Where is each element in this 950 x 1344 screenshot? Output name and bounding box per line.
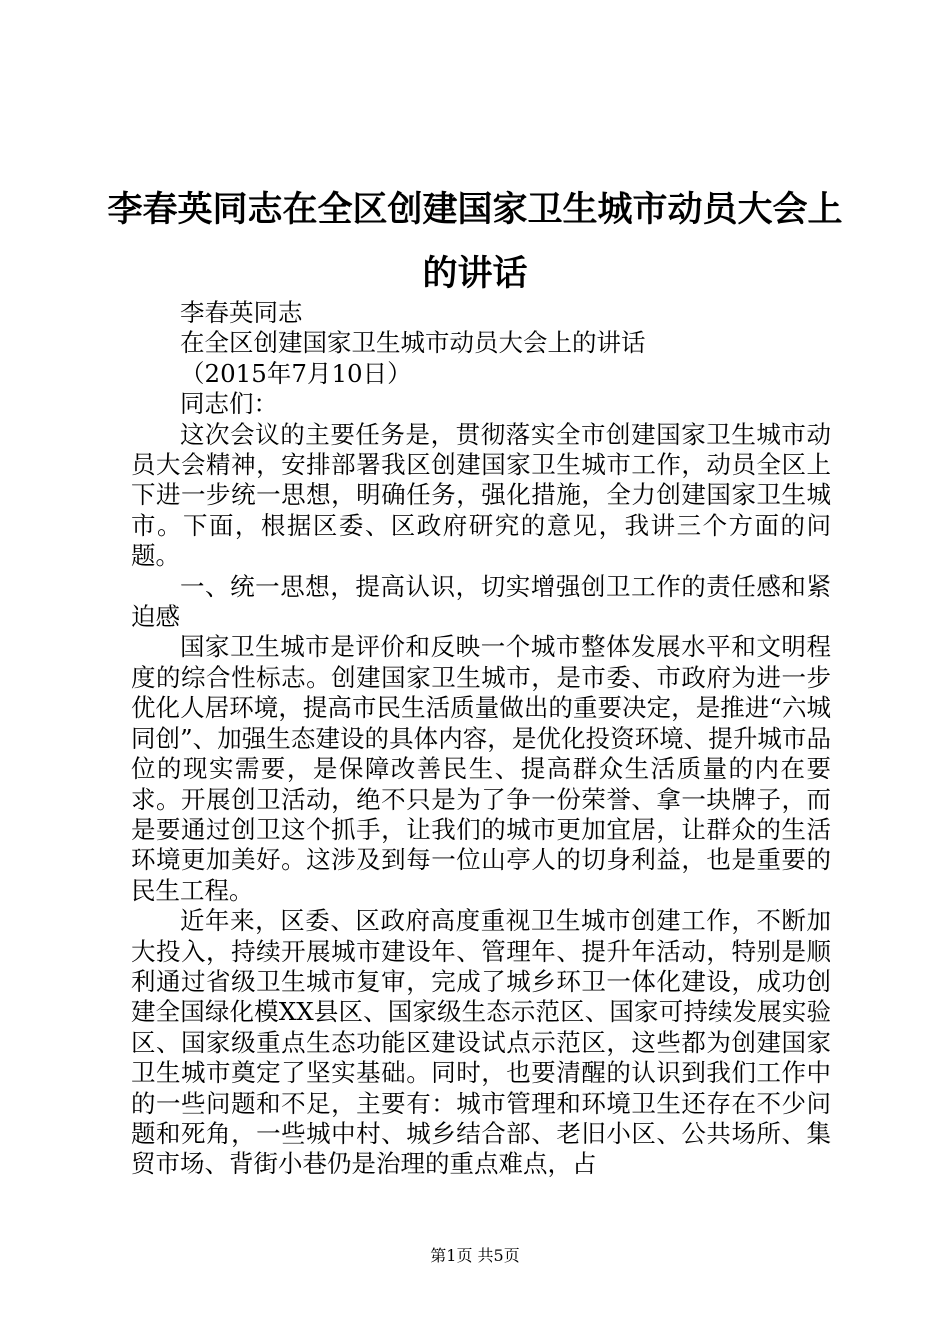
- page-footer: 第1页 共5页: [430, 1246, 520, 1265]
- body-paragraph: 国家卫生城市是评价和反映一个城市整体发展水平和文明程度的综合性标志。创建国家卫生城市，是市委、市政府为进一步优化人居环境，提高市民生活质量做出的重要决定，是推进“六城同创”、加强生态建设的具体内容，是优化投资环境、提升城市品位的现实需要，是保障改善民生、提高群众生活质量的内在要求。开展创卫活动，绝不只是为了争一份荣誉、拿一块牌子，而是要通过创卫这个抓手，让我们的城市更加宜居，让群众的生活环境更加美好。这涉及到每一位山亭人的切身利益，也是重要的民生工程。: [131, 632, 831, 905]
- salutation: 同志们：: [180, 389, 278, 419]
- document-title: 李春英同志在全区创建国家卫生城市动员大会上的讲话: [107, 189, 843, 294]
- date-line: （2015年7月10日）: [180, 358, 412, 388]
- body-paragraph: 这次会议的主要任务是，贯彻落实全市创建国家卫生城市动员大会精神，安排部署我区创建国家卫生城市工作，动员全区上下进一步统一思想，明确任务，强化措施，全力创建国家卫生城市。下面，根据区委、区政府研究的意见，我讲三个方面的问题。: [131, 419, 831, 571]
- document-body: [131, 298, 831, 1180]
- speaker-line: 李春英同志: [180, 298, 303, 327]
- subtitle-line: 在全区创建国家卫生城市动员大会上的讲话: [180, 328, 646, 358]
- body-paragraph: 近年来，区委、区政府高度重视卫生城市创建工作，不断加大投入，持续开展城市建设年、管理年、提升年活动，特别是顺利通过省级卫生城市复审，完成了城乡环卫一体化建设，成功创建全国绿化模XX县区、国家级生态示范区、国家可持续发展实验区、国家级重点生态功能区建设试点示范区，这些都为创建国家卫生城市奠定了坚实基础。同时，也要清醒的认识到我们工作中的一些问题和不足，主要有：城市管理和环境卫生还存在不少问题和死角，一些城中村、城乡结合部、老旧小区、公共场所、集贸市场、背街小巷仍是治理的重点难点，占: [131, 906, 831, 1179]
- section-heading: 一、统一思想，提高认识，切实增强创卫工作的责任感和紧迫感: [131, 571, 831, 632]
